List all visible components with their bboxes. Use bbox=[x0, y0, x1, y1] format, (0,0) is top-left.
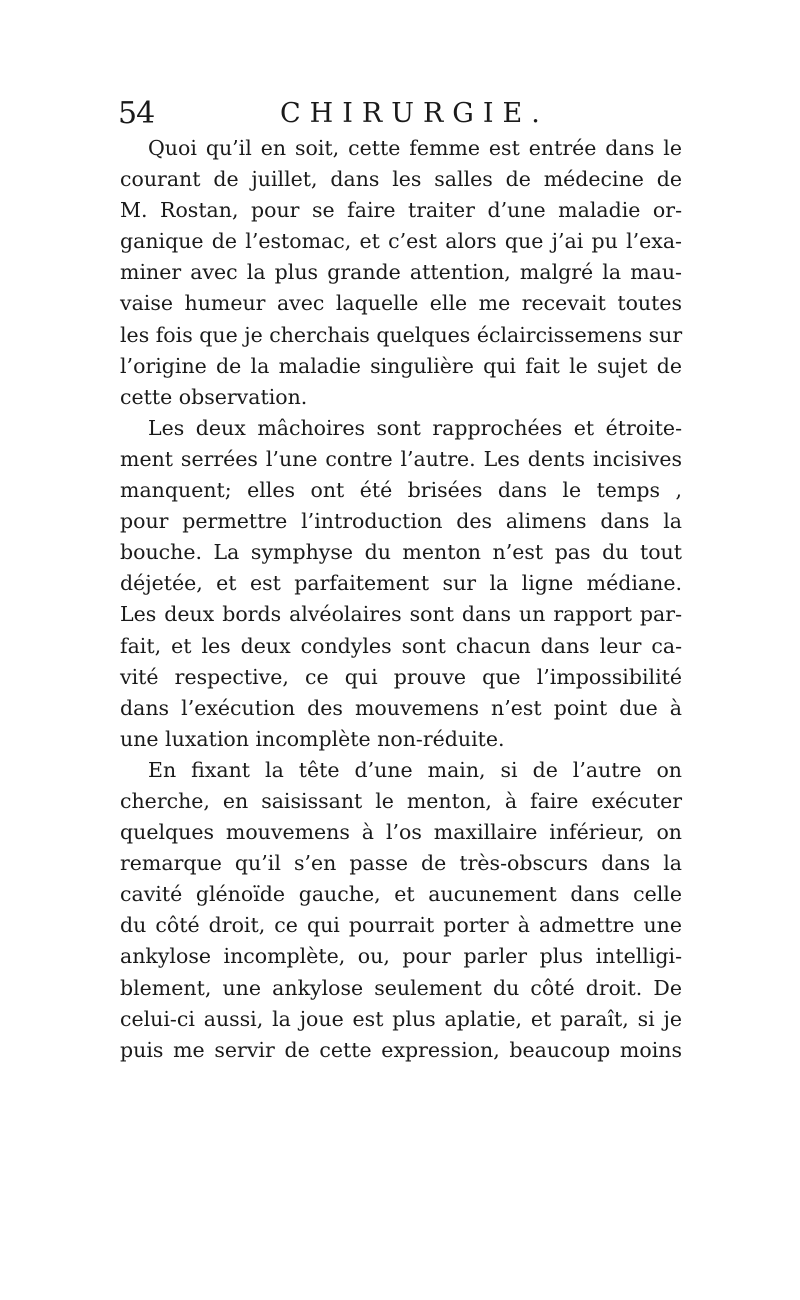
text-line: ment serrées l’une contre l’autre. Les dents incisives bbox=[120, 446, 682, 471]
text-line: ganique de l’estomac, et c’est alors que j’ai pu l’exa- bbox=[120, 229, 682, 254]
paragraph-2 bbox=[120, 413, 682, 755]
text-line: cherche, en saisissant le menton, à faire exécuter bbox=[120, 788, 682, 813]
text-line: M. Rostan, pour se faire traiter d’une maladie or- bbox=[120, 198, 682, 223]
paragraph-3 bbox=[120, 755, 682, 1066]
running-title: CHIRURGIE. bbox=[280, 98, 549, 129]
text-line: miner avec la plus grande attention, malgré la mau- bbox=[120, 260, 682, 285]
text-line: l’origine de la maladie singulière qui fait le sujet de bbox=[120, 353, 682, 378]
text-line: cette observation. bbox=[120, 384, 308, 409]
text-line: courant de juillet, dans les salles de médecine de bbox=[120, 167, 682, 192]
text-line: celui-ci aussi, la joue est plus aplatie, et paraît, si je bbox=[120, 1006, 682, 1031]
running-head bbox=[118, 94, 698, 134]
text-line: Quoi qu’il en soit, cette femme est entrée dans le bbox=[148, 136, 682, 160]
text-line: Les deux bords alvéolaires sont dans un rapport par- bbox=[120, 602, 682, 627]
text-line: manquent; elles ont été brisées dans le temps , bbox=[120, 478, 682, 503]
page-number: 54 bbox=[118, 96, 155, 131]
text-line: déjetée, et est parfaitement sur la ligne médiane. bbox=[120, 571, 682, 596]
text-line: puis me servir de cette expression, beaucoup moins bbox=[120, 1037, 682, 1062]
text-line: En fixant la tête d’une main, si de l’autre on bbox=[148, 757, 682, 782]
text-line: Les deux mâchoires sont rapprochées et étroite- bbox=[148, 415, 682, 440]
paragraph-1 bbox=[120, 133, 682, 413]
text-line: vité respective, ce qui prouve que l’impossibilité bbox=[120, 664, 682, 689]
text-line: cavité glénoïde gauche, et aucunement dans celle bbox=[120, 882, 682, 907]
text-line: du côté droit, ce qui pourrait porter à admettre une bbox=[120, 913, 682, 938]
text-line: remarque qu’il s’en passe de très-obscurs dans la bbox=[120, 851, 682, 876]
text-line: dans l’exécution des mouvemens n’est point due à bbox=[120, 695, 682, 720]
text-line: les fois que je cherchais quelques éclaircissemens sur bbox=[120, 322, 683, 347]
text-line: bouche. La symphyse du menton n’est pas du tout bbox=[120, 540, 682, 565]
text-line: blement, une ankylose seulement du côté droit. De bbox=[120, 975, 682, 1000]
text-line: une luxation incomplète non-réduite. bbox=[120, 726, 505, 751]
text-line: pour permettre l’introduction des alimens dans la bbox=[120, 509, 682, 534]
text-line: vaise humeur avec laquelle elle me recevait toutes bbox=[120, 291, 682, 316]
text-line: quelques mouvemens à l’os maxillaire inférieur, on bbox=[120, 820, 682, 845]
body-text bbox=[120, 133, 682, 1066]
text-line: ankylose incomplète, ou, pour parler plus intelligi- bbox=[120, 944, 682, 969]
text-line: fait, et les deux condyles sont chacun dans leur ca- bbox=[120, 633, 682, 658]
